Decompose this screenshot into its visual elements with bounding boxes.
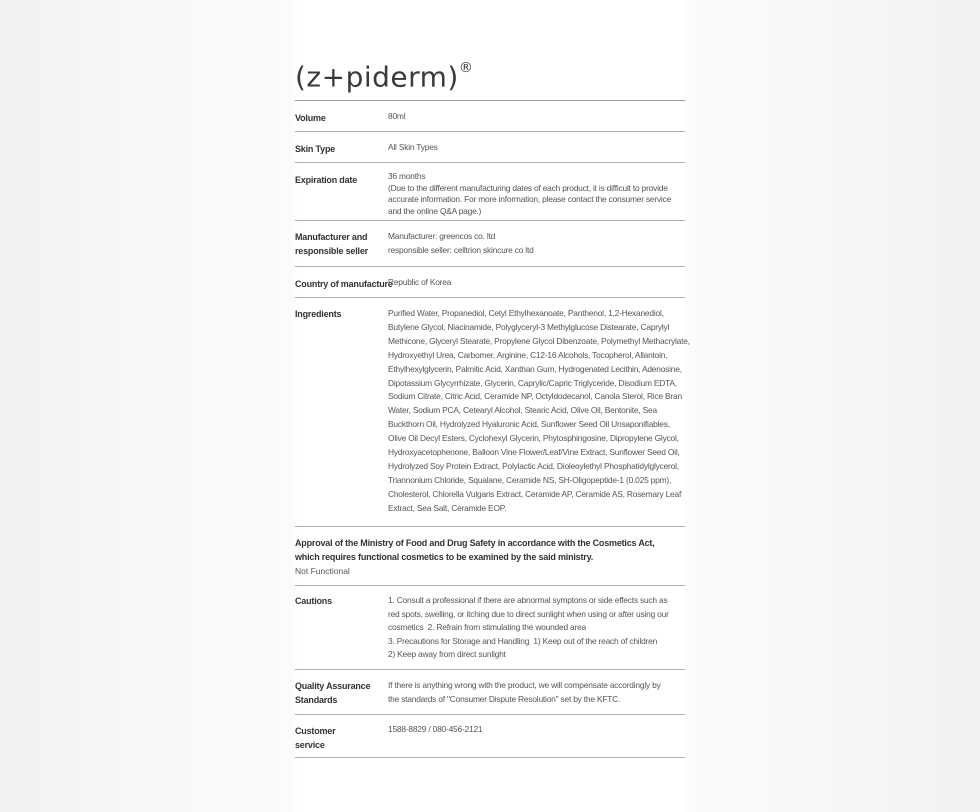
- row-expiration: [295, 163, 685, 221]
- row-skin-type: [295, 132, 685, 163]
- registered-mark: ®: [458, 60, 474, 76]
- expiration-value: 36 months (Due to the different manufacturing dates of each product, it is difficult to provide accurate information. For more information, please contact the consumer service and the online Q&A page.): [388, 171, 672, 216]
- row-ingredients: [295, 298, 690, 527]
- row-manufacturer: [295, 221, 685, 267]
- row-volume: [295, 101, 685, 132]
- volume-value: 80ml: [388, 111, 406, 121]
- skin-type-label: Skin Type: [295, 144, 336, 154]
- row-cautions: [295, 586, 685, 670]
- manufacturer-label: Manufacturer and responsible seller: [295, 232, 368, 256]
- volume-label: Volume: [295, 113, 326, 123]
- quality-label: Quality Assurance Standards: [295, 681, 371, 705]
- customer-label: Customer service: [295, 726, 336, 750]
- cautions-value: 1. Consult a professional if there are abnormal symptons or side effects such as red spots, swelling, or itching due to direct sunlight when using or after using our cosmetics 2. Refrain from stimulating the wounded area 3. Precautions for Storage and Handling 1) Keep out of the reach of children 2) Keep away from direct sunlight: [388, 595, 669, 660]
- row-country: [295, 267, 685, 298]
- row-customer-service: [295, 715, 685, 758]
- row-approval: [295, 527, 685, 586]
- approval-value: Not Functional: [295, 566, 350, 576]
- cautions-label: Cautions: [295, 596, 332, 606]
- approval-title: Approval of the Ministry of Food and Drug Safety in accordance with the Cosmetics Act, which requires functional cosmetics to be examined by the said ministry.: [295, 538, 655, 562]
- brand-name: (z+piderm): [295, 60, 459, 94]
- row-quality-assurance: [295, 670, 685, 715]
- expiration-label: Expiration date: [295, 175, 358, 185]
- country-value: Republic of Korea: [388, 277, 452, 287]
- skin-type-value: All Skin Types: [388, 142, 438, 152]
- manufacturer-value: Manufacturer: greencos co. ltd responsible seller: celltrion skincure co ltd: [388, 231, 534, 255]
- quality-value: If there is anything wrong with the product, we will compensate accordingly by the standards of "Consumer Dispute Resolution" set by the KFTC.: [388, 680, 661, 704]
- brand-logo: [295, 52, 685, 92]
- ingredients-value: Purified Water, Propanediol, Cetyl Ethylhexanoate, Panthenol, 1,2-Hexanediol, Butylene Glycol, Niacinamide, Polyglyceryl-3 Methylglucose Distearate, Caprylyl Methicone, Glyceryl Stearate, Propylene Glycol Dibenzoate, Polymethyl Methacrylate, Hydroxyethyl Urea, Carbomer, Arginine, C12-16 Alcohols, Tocopherol, Allantoin, Ethylhexylglycerin, Palmitic Acid, Xanthan Gum, Hydrogenated Lecithin, Adenosine, Dipotassium Glycyrrhizate, Glycerin, Caprylic/Capric Triglyceride, Disodium EDTA, Sodium Citrate, Citric Acid, Ceramide NP, Octyldodecanol, Canola Sterol, Rice Bran Water, Sodium PCA, Cetearyl Alcohol, Stearic Acid, Olive Oil, Bentonite, Sea Buckthorn Oil, Hydrolyzed Hyaluronic Acid, Sunflower Seed Oil Unsaponifiables, Olive Oil Decyl Esters, Cyclohexyl Glycerin, Phytosphingosine, Dipropylene Glycol, Hydroxyacetophenone, Balloon Vine Flower/Leaf/Vine Extract, Sunflower Seed Oil, Hydrolyzed Soy Protein Extract, Polylactic Acid, Dioleoylethyl Phosphatidylglycerol, Triannonium Chloride, Squalane, Ceramide NS, SH-Oligopeptide-1 (0.025 ppm), Cholesterol, Chlorella Vulgaris Extract, Ceramide AP, Ceramide AS, Rosemary Leaf Extract, Sea Salt, Ceramide EOP.: [388, 308, 690, 513]
- country-label: Country of manufacture: [295, 279, 393, 289]
- ingredients-label: Ingredients: [295, 309, 342, 319]
- customer-value: 1588-8829 / 080-456-2121: [388, 724, 483, 734]
- product-info-sheet: [295, 52, 690, 758]
